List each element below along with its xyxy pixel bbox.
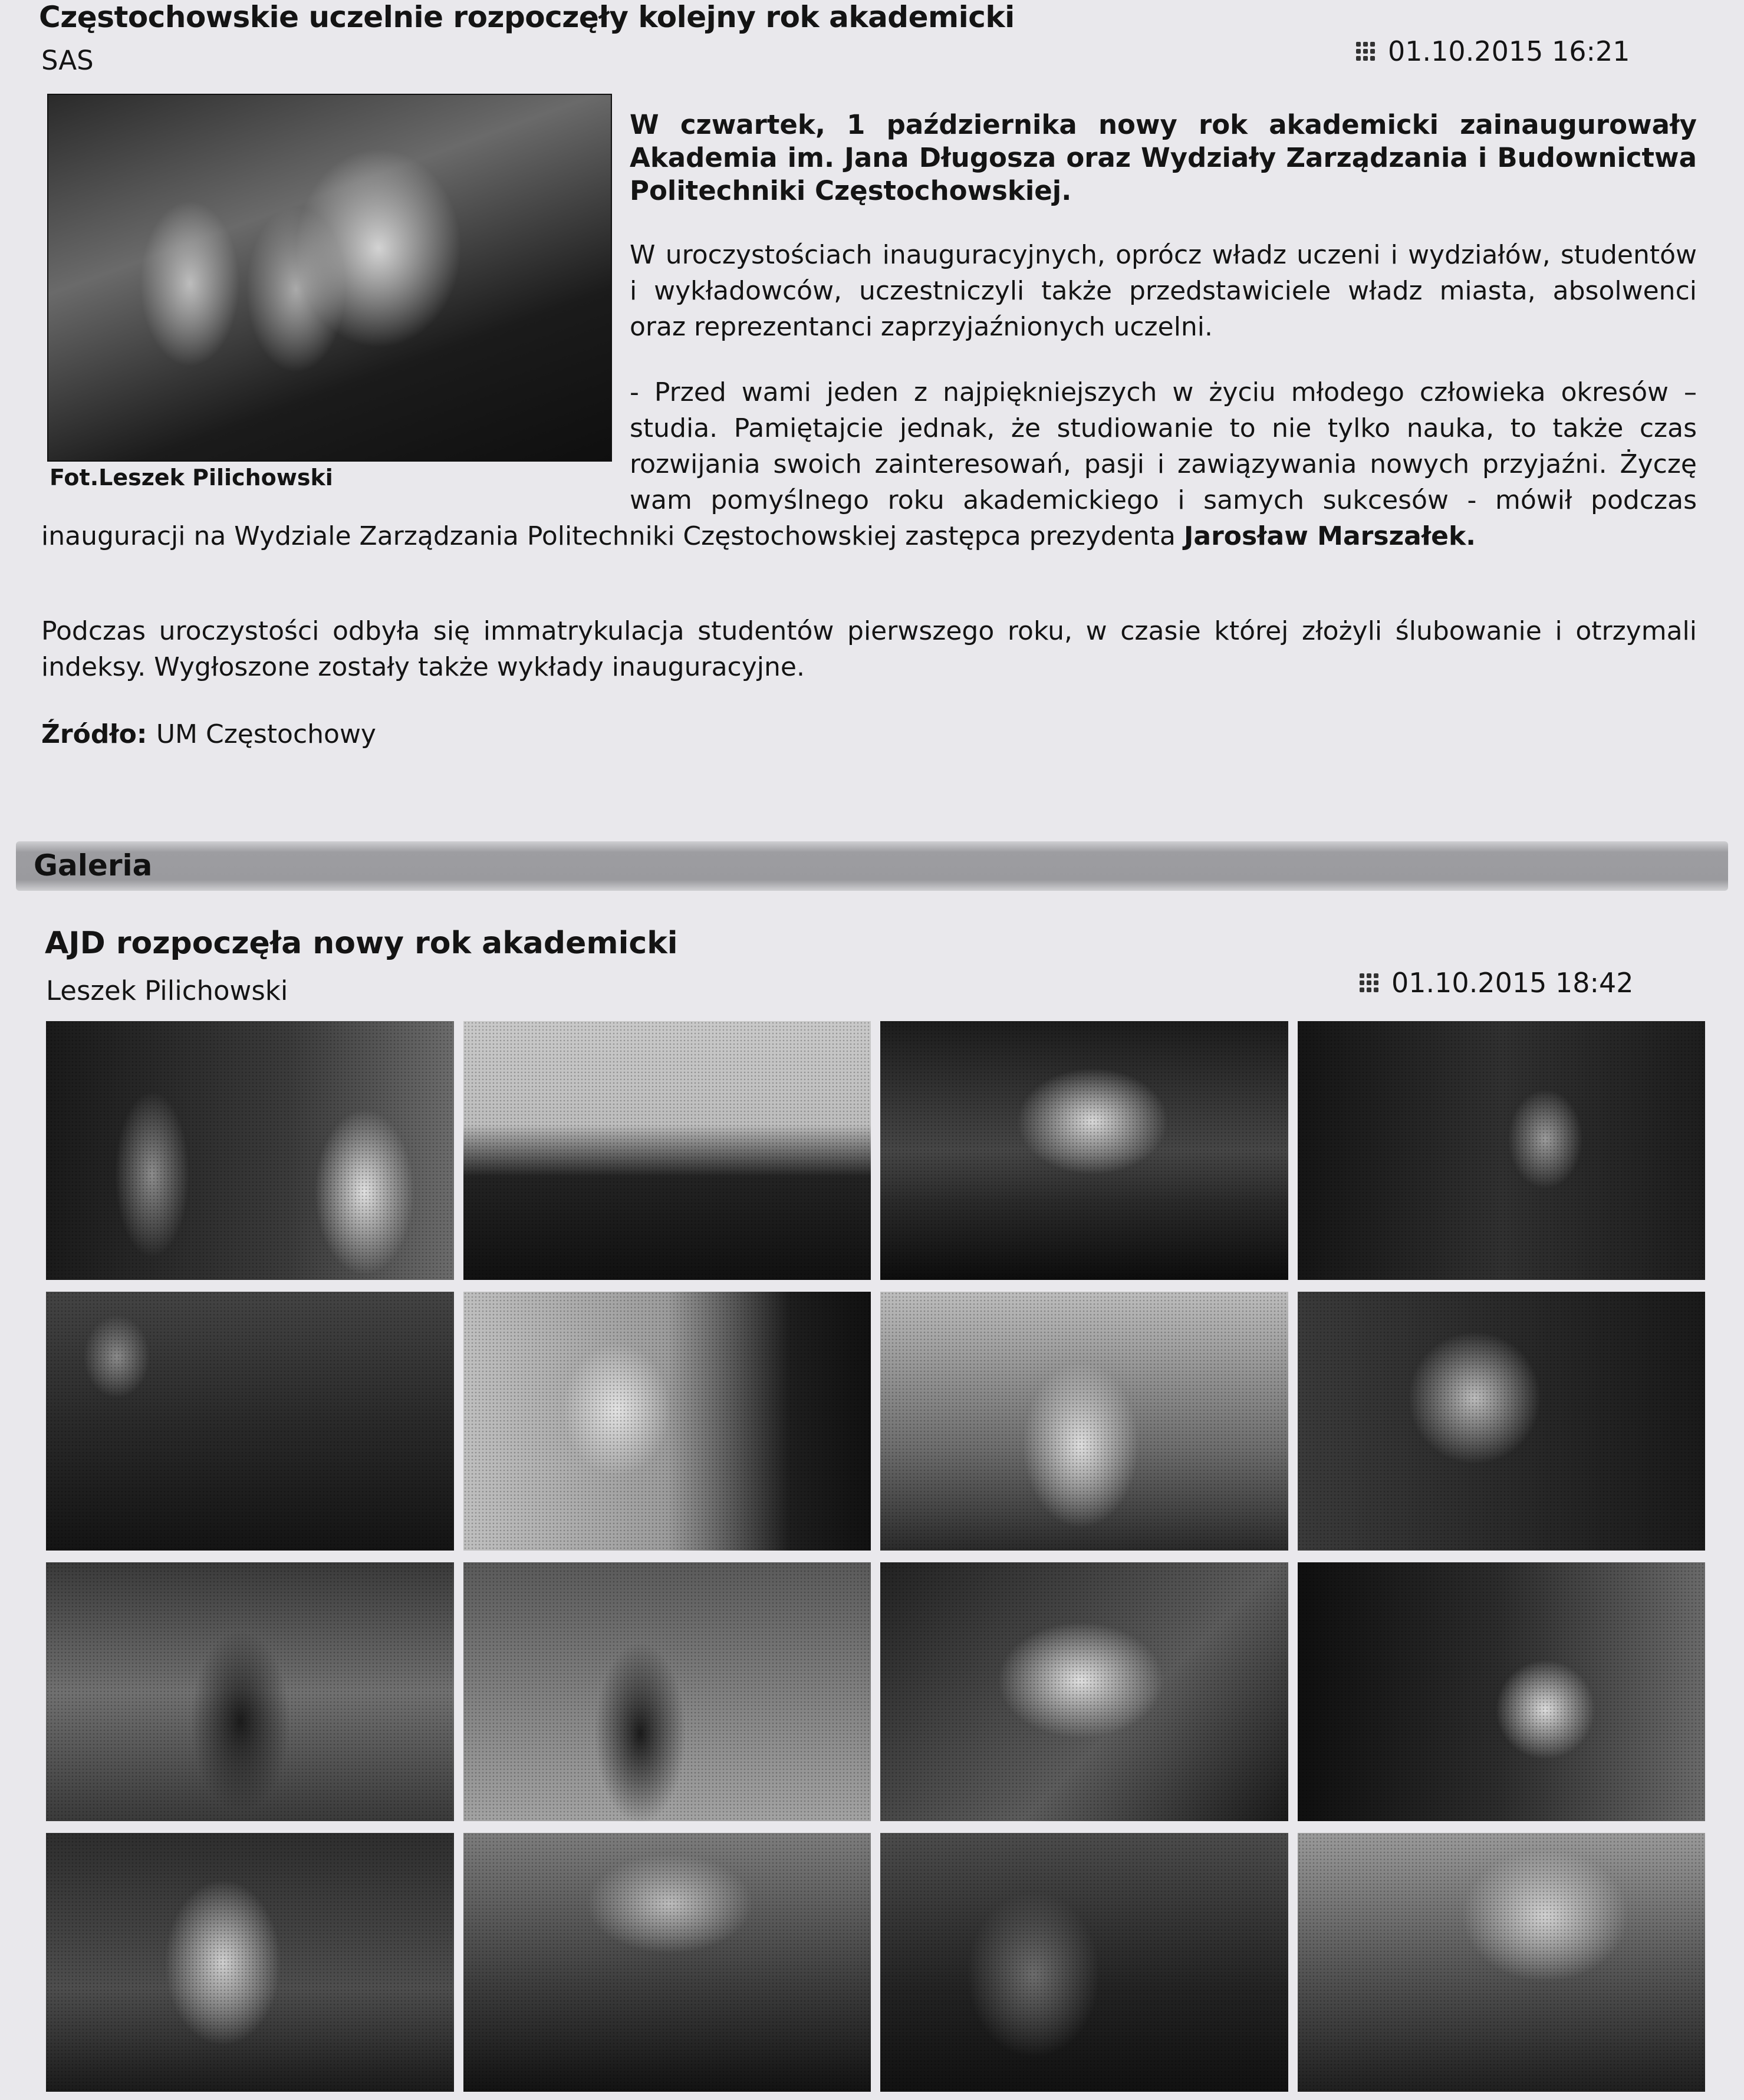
article-paragraph: W uroczystościach inauguracyjnych, oprócz władz uczeni i wydziałów, studentów i wykładowców, uczestniczyli także przedstawiciele władz miasta, absolwenci oraz reprezentanci zaprzyjaźnionych uczelni. xyxy=(630,240,1697,342)
calendar-icon xyxy=(1356,42,1375,61)
gallery-thumbnail[interactable] xyxy=(1298,1833,1706,2092)
quote-text: - Przed wami jeden z najpiękniejszych w życiu młodego człowieka okresów – studia. Pamiętajcie jednak, że studiowanie to nie tylko nauka, to także czas rozwijania swoich zainteresowań, pasji i zawiązywania nowych przyjaźni. Życzę wam pomyślnego roku akademickiego i samych sukcesów - mówił podczas inauguracji na Wydziale Zarządzania Politechniki Częstochowskiej zastępca prezydenta xyxy=(41,377,1697,551)
article-dateline xyxy=(1356,35,1630,67)
quote-speaker: Jarosław Marszałek. xyxy=(1184,521,1476,551)
article-lead: W czwartek, 1 października nowy rok akademicki zainaugurowały Akademia im. Jana Długosza oraz Wydziały Zarządzania i Budownictwa Politechniki Częstochowskiej. xyxy=(630,109,1697,206)
gallery-thumbnail[interactable] xyxy=(880,1292,1288,1551)
gallery-title[interactable]: AJD rozpoczęła nowy rok akademicki xyxy=(45,926,678,961)
gallery-grid xyxy=(46,1021,1705,2092)
gallery-thumbnail[interactable] xyxy=(880,1562,1288,1821)
article-source xyxy=(41,719,376,749)
gallery-thumbnail[interactable] xyxy=(463,1292,871,1551)
gallery-thumbnail[interactable] xyxy=(463,1562,871,1821)
gallery-thumbnail[interactable] xyxy=(1298,1562,1706,1821)
gallery-section-label: Galeria xyxy=(34,848,153,883)
gallery-author: Leszek Pilichowski xyxy=(46,975,288,1006)
article-datetime: 01.10.2015 16:21 xyxy=(1388,35,1630,67)
gallery-thumbnail[interactable] xyxy=(46,1021,454,1280)
source-label: Źródło: xyxy=(41,719,156,749)
source-value: UM Częstochowy xyxy=(156,719,376,749)
photo-caption: Fot.Leszek Pilichowski xyxy=(50,465,333,491)
article-title: Częstochowskie uczelnie rozpoczęły kolejny rok akademicki xyxy=(39,0,1015,34)
article-quote-paragraph xyxy=(41,374,1697,554)
gallery-datetime: 01.10.2015 18:42 xyxy=(1391,967,1634,999)
gallery-thumbnail[interactable] xyxy=(46,1292,454,1551)
article-author: SAS xyxy=(41,45,94,76)
gallery-thumbnail[interactable] xyxy=(880,1833,1288,2092)
gallery-section-header xyxy=(16,841,1728,891)
article-paragraph: Podczas uroczystości odbyła się immatrykulacja studentów pierwszego roku, w czasie której złożyli ślubowanie i otrzymali indeksy. Wygłoszone zostały także wykłady inauguracyjne. xyxy=(41,616,1697,682)
gallery-thumbnail[interactable] xyxy=(1298,1021,1706,1280)
gallery-thumbnail[interactable] xyxy=(463,1833,871,2092)
calendar-icon xyxy=(1360,973,1378,992)
gallery-thumbnail[interactable] xyxy=(46,1562,454,1821)
gallery-thumbnail[interactable] xyxy=(880,1021,1288,1280)
gallery-thumbnail[interactable] xyxy=(46,1833,454,2092)
gallery-thumbnail[interactable] xyxy=(1298,1292,1706,1551)
gallery-thumbnail[interactable] xyxy=(463,1021,871,1280)
gallery-dateline xyxy=(1360,967,1634,999)
